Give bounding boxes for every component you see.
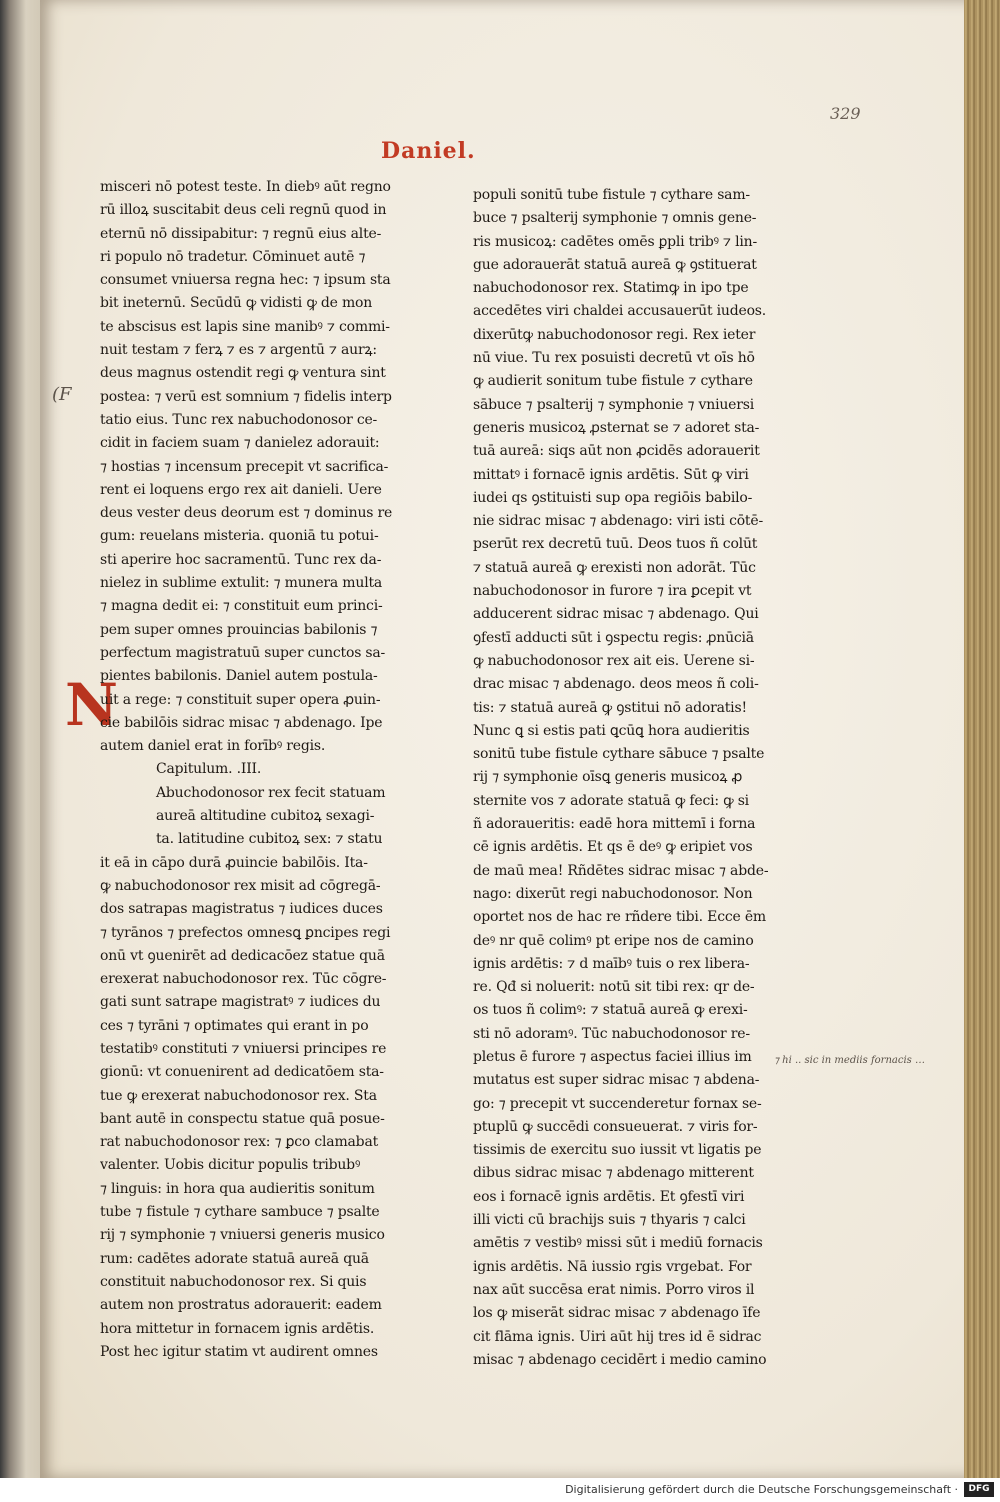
- text-line: postea: ⁊ verū est somnium ⁊ fidelis interp: [100, 388, 392, 405]
- text-line: illi victi cū brachijs suis ⁊ thyaris ⁊ calci: [473, 1212, 746, 1229]
- text-line: ꝙ audierit sonitum tube fistule ⁊ cythare: [473, 373, 753, 390]
- text-line: eternū nō dissipabitur: ⁊ regnū eius alte-: [100, 225, 382, 242]
- text-line: ñ adoraueritis: eadē hora mittemī i forna: [473, 816, 756, 833]
- text-line: ⁊ linguis: in hora qua audieritis sonitum: [100, 1180, 375, 1197]
- text-line: tatio eius. Tunc rex nabuchodonosor ce-: [100, 411, 378, 428]
- text-line: gue adorauerāt statuā aureā ꝙ ꝯstituerat: [473, 256, 757, 273]
- text-line: los ꝙ miserāt sidrac misac ⁊ abdenago īfe: [473, 1305, 761, 1322]
- text-line: sti aperire hoc sacramentū. Tunc rex da-: [100, 551, 382, 568]
- text-line: rij ⁊ symphonie ⁊ vniuersi generis musico: [100, 1227, 385, 1244]
- text-line: ignis ardētis. Nā iussio rgis vrgebat. For: [473, 1258, 752, 1275]
- text-line: cidit in faciem suam ⁊ danielez adorauit:: [100, 435, 380, 452]
- running-head: Daniel.: [381, 138, 476, 164]
- text-line: tissimis de exercitu suo iussit vt ligatis pe: [473, 1142, 762, 1159]
- text-line: ris musicoꝝ: cadētes omēs ꝑpli tribꝰ ⁊ lin-: [473, 233, 757, 250]
- text-column-left: [100, 176, 412, 1364]
- text-line: sonitū tube fistule cythare sābuce ⁊ psalte: [473, 746, 765, 763]
- text-line: Abuchodonosor rex fecit statuam: [156, 784, 386, 801]
- text-line: ꝙ nabuchodonosor rex misit ad cōgregā-: [100, 877, 381, 894]
- text-line: valenter. Uobis dicitur populis tribubꝰ: [100, 1157, 361, 1174]
- text-line: gum: reuelans misteria. quoniā tu potui-: [100, 528, 379, 545]
- text-line: dixerūtꝙ nabuchodonosor regi. Rex ieter: [473, 326, 756, 343]
- text-line: nuit testam ⁊ ferꝝ ⁊ es ⁊ argentū ⁊ aurꝝ:: [100, 342, 377, 359]
- text-line: cē ignis ardētis. Et qs ē deꝰ ꝙ eripiet vos: [473, 839, 753, 856]
- text-line: pientes babilonis. Daniel autem postula-: [100, 668, 378, 685]
- text-line: constituit nabuchodonosor rex. Si quis: [100, 1273, 367, 1290]
- text-line: nū viue. Tu rex posuisti decretū vt oīs hō: [473, 350, 755, 367]
- text-line: dos satrapas magistratus ⁊ iudices duces: [100, 901, 383, 918]
- text-line: ignis ardētis: ⁊ d maībꝰ tuis o rex libera-: [473, 955, 750, 972]
- text-line: cit flāma ignis. Uiri aūt hij tres id ē sidrac: [473, 1328, 762, 1345]
- text-line: nielez in sublime extulit: ⁊ munera multa: [100, 575, 383, 592]
- text-line: tue ꝙ erexerat nabuchodonosor rex. Sta: [100, 1087, 377, 1104]
- text-line: nago: dixerūt regi nabuchodonosor. Non: [473, 885, 753, 902]
- text-line: nabuchodonosor rex. Statimꝙ in ipo tpe: [473, 280, 749, 297]
- text-line: misceri nō potest teste. In diebꝰ aūt regno: [100, 179, 391, 195]
- text-line: go: ⁊ precepit vt succenderetur fornax se-: [473, 1095, 762, 1112]
- text-line: testatibꝰ constituti ⁊ vniuersi principes re: [100, 1040, 387, 1057]
- text-line: tube ⁊ fistule ⁊ cythare sambuce ⁊ psalte: [100, 1204, 380, 1221]
- text-line: onū vt ꝯuenirēt ad dedicacōez statue quā: [100, 947, 385, 964]
- footer-credit: Digitalisierung gefördert durch die Deutsche Forschungsgemeinschaft ·: [565, 1483, 958, 1496]
- marginal-note-left: (F: [52, 384, 72, 405]
- text-line: ꝯfestī adducti sūt i ꝯspectu regis: ꝓnūciā: [473, 629, 754, 646]
- text-line: iudei qs ꝯstituisti sup opa regiōis babilo-: [473, 489, 753, 506]
- text-line: generis musicoꝝ ꝓsternat se ⁊ adoret sta-: [473, 419, 760, 436]
- text-line: os tuos ñ colimꝰ: ⁊ statuā aureā ꝙ erexi-: [473, 1002, 748, 1019]
- text-line: re. Qđ si noluerit: notū sit tibi rex: qr de-: [473, 979, 755, 996]
- text-line: rum: cadētes adorate statuā aureā quā: [100, 1250, 369, 1267]
- text-line: autem daniel erat in forībꝰ regis.: [100, 738, 326, 755]
- text-line: pletus ē furore ⁊ aspectus faciei illius im: [473, 1048, 752, 1065]
- text-line: nabuchodonosor in furore ⁊ ira ꝑcepit vt: [473, 583, 752, 600]
- text-line: tuā aureā: siqs aūt non ꝓcidēs adorauerit: [473, 443, 760, 460]
- text-line: cie babilōis sidrac misac ⁊ abdenago. Ipe: [100, 714, 383, 731]
- text-line: ⁊ magna dedit ei: ⁊ constituit eum princi-: [100, 598, 383, 615]
- text-line: drac misac ⁊ abdenago. deos meos ñ coli-: [473, 676, 759, 693]
- page-block-edge: [964, 0, 1000, 1478]
- text-line: accedētes viri chaldei accusauerūt iudeos.: [473, 303, 767, 320]
- text-line: hora mittetur in fornacem ignis ardētis.: [100, 1320, 375, 1337]
- text-line: dibus sidrac misac ⁊ abdenago mitterent: [473, 1165, 754, 1182]
- text-line: populi sonitū tube fistule ⁊ cythare sam-: [473, 187, 750, 203]
- text-line: ⁊ hostias ⁊ incensum precepit vt sacrifica-: [100, 458, 389, 475]
- text-line: mittatꝰ i fornacē ignis ardētis. Sūt ꝙ viri: [473, 466, 749, 483]
- book-page: [40, 0, 970, 1478]
- text-line: it eā in cāpo durā ꝓuincie babilōis. Ita-: [100, 854, 368, 871]
- text-line: gati sunt satrape magistratꝰ ⁊ iudices du: [100, 994, 381, 1011]
- text-line: sābuce ⁊ psalterij ⁊ symphonie ⁊ vniuersi: [473, 396, 755, 413]
- text-line: consumet vniuersa regna hec: ⁊ ipsum sta: [100, 272, 391, 289]
- text-line: ri populo nō tradetur. Cōminuet autē ⁊: [100, 248, 366, 265]
- dfg-logo: DFG: [964, 1482, 994, 1497]
- text-line: ta. latitudine cubitoꝝ sex: ⁊ statu: [156, 831, 383, 848]
- text-line: perfectum magistratuū super cunctos sa-: [100, 644, 386, 661]
- text-line: ces ⁊ tyrāni ⁊ optimates qui erant in po: [100, 1017, 369, 1034]
- text-line: autem non prostratus adorauerit: eadem: [100, 1297, 382, 1314]
- footer-bar: [0, 1478, 1000, 1502]
- text-line: erexerat nabuchodonosor rex. Tūc cōgre-: [100, 971, 387, 988]
- text-line: sti nō adoramꝰ. Tūc nabuchodonosor re-: [473, 1025, 750, 1042]
- text-line: ⁊ statuā aureā ꝙ erexisti non adorāt. Tūc: [473, 559, 756, 576]
- text-line: deus magnus ostendit regi ꝙ ventura sint: [100, 365, 386, 382]
- text-line: rū illoꝝ suscitabit deus celi regnū quod in: [100, 202, 387, 219]
- text-line: Capitulum. .III.: [156, 761, 262, 778]
- text-line: ptuplū ꝙ succēdi consueuerat. ⁊ viris for-: [473, 1118, 758, 1135]
- text-line: ⁊ tyrānos ⁊ prefectos omnesꝗ ꝑncipes regi: [100, 924, 391, 941]
- text-line: aureā altitudine cubitoꝝ sexagi-: [156, 808, 375, 825]
- text-line: Post hec igitur statim vt audirent omnes: [100, 1343, 378, 1360]
- text-line: rat nabuchodonosor rex: ⁊ ꝑco clamabat: [100, 1134, 379, 1151]
- text-line: pem super omnes prouincias babilonis ⁊: [100, 621, 378, 638]
- text-line: rent ei loquens ergo rex ait danieli. Uere: [100, 481, 382, 498]
- text-line: adducerent sidrac misac ⁊ abdenago. Qui: [473, 606, 759, 623]
- text-line: uit a rege: ⁊ constituit super opera ꝓuin-: [100, 691, 381, 708]
- text-line: amētis ⁊ vestibꝰ missi sūt i mediū fornacis: [473, 1235, 763, 1252]
- text-line: sternite vos ⁊ adorate statuā ꝙ feci: ꝙ si: [473, 792, 749, 809]
- text-line: deꝰ nr quē colimꝰ pt eripe nos de camino: [473, 932, 754, 949]
- text-line: oportet nos de hac re rñdere tibi. Ecce ēm: [473, 909, 766, 926]
- text-line: pserūt rex decretū tuū. Deos tuos ñ colūt: [473, 536, 758, 553]
- text-line: misac ⁊ abdenago cecidērt i medio camino: [473, 1351, 767, 1368]
- text-line: rij ⁊ symphonie oīsꝗ generis musicoꝝ ꝓ: [473, 769, 743, 786]
- text-column-right: [473, 184, 798, 1372]
- text-line: te abscisus est lapis sine manibꝰ ⁊ commi-: [100, 318, 390, 335]
- text-line: Nunc ꝗ si estis pati ꝗcūꝗ hora audieritis: [473, 722, 750, 739]
- text-line: nax aūt succēsa erat nimis. Porro viros il: [473, 1281, 755, 1298]
- text-line: gionū: vt conuenirent ad dedicatōem sta-: [100, 1064, 384, 1081]
- text-line: eos i fornacē ignis ardētis. Et ꝯfestī viri: [473, 1188, 745, 1205]
- text-line: bant autē in conspectu statue quā posue-: [100, 1110, 385, 1127]
- text-line: buce ⁊ psalterij symphonie ⁊ omnis gene-: [473, 210, 757, 227]
- text-line: nie sidrac misac ⁊ abdenago: viri isti cōtē-: [473, 513, 763, 530]
- text-line: mutatus est super sidrac misac ⁊ abdena-: [473, 1072, 760, 1089]
- text-line: de maū mea! Rñdētes sidrac misac ⁊ abde-: [473, 862, 769, 879]
- text-line: deus vester deus deorum est ⁊ dominus re: [100, 505, 393, 522]
- marginal-note-right: ⁊ hi .. sic in mediis fornacis …: [774, 1055, 925, 1066]
- facing-page-text: [2, 0, 42, 1478]
- text-line: tis: ⁊ statuā aureā ꝙ ꝯstitui nō adoratis!: [473, 699, 747, 716]
- text-line: ꝙ nabuchodonosor rex ait eis. Uerene si-: [473, 652, 755, 669]
- rubricated-initial: N: [65, 671, 119, 739]
- page-number: 329: [830, 104, 861, 123]
- text-line: bit ineternū. Secūdū ꝙ vidisti ꝙ de mon: [100, 295, 373, 312]
